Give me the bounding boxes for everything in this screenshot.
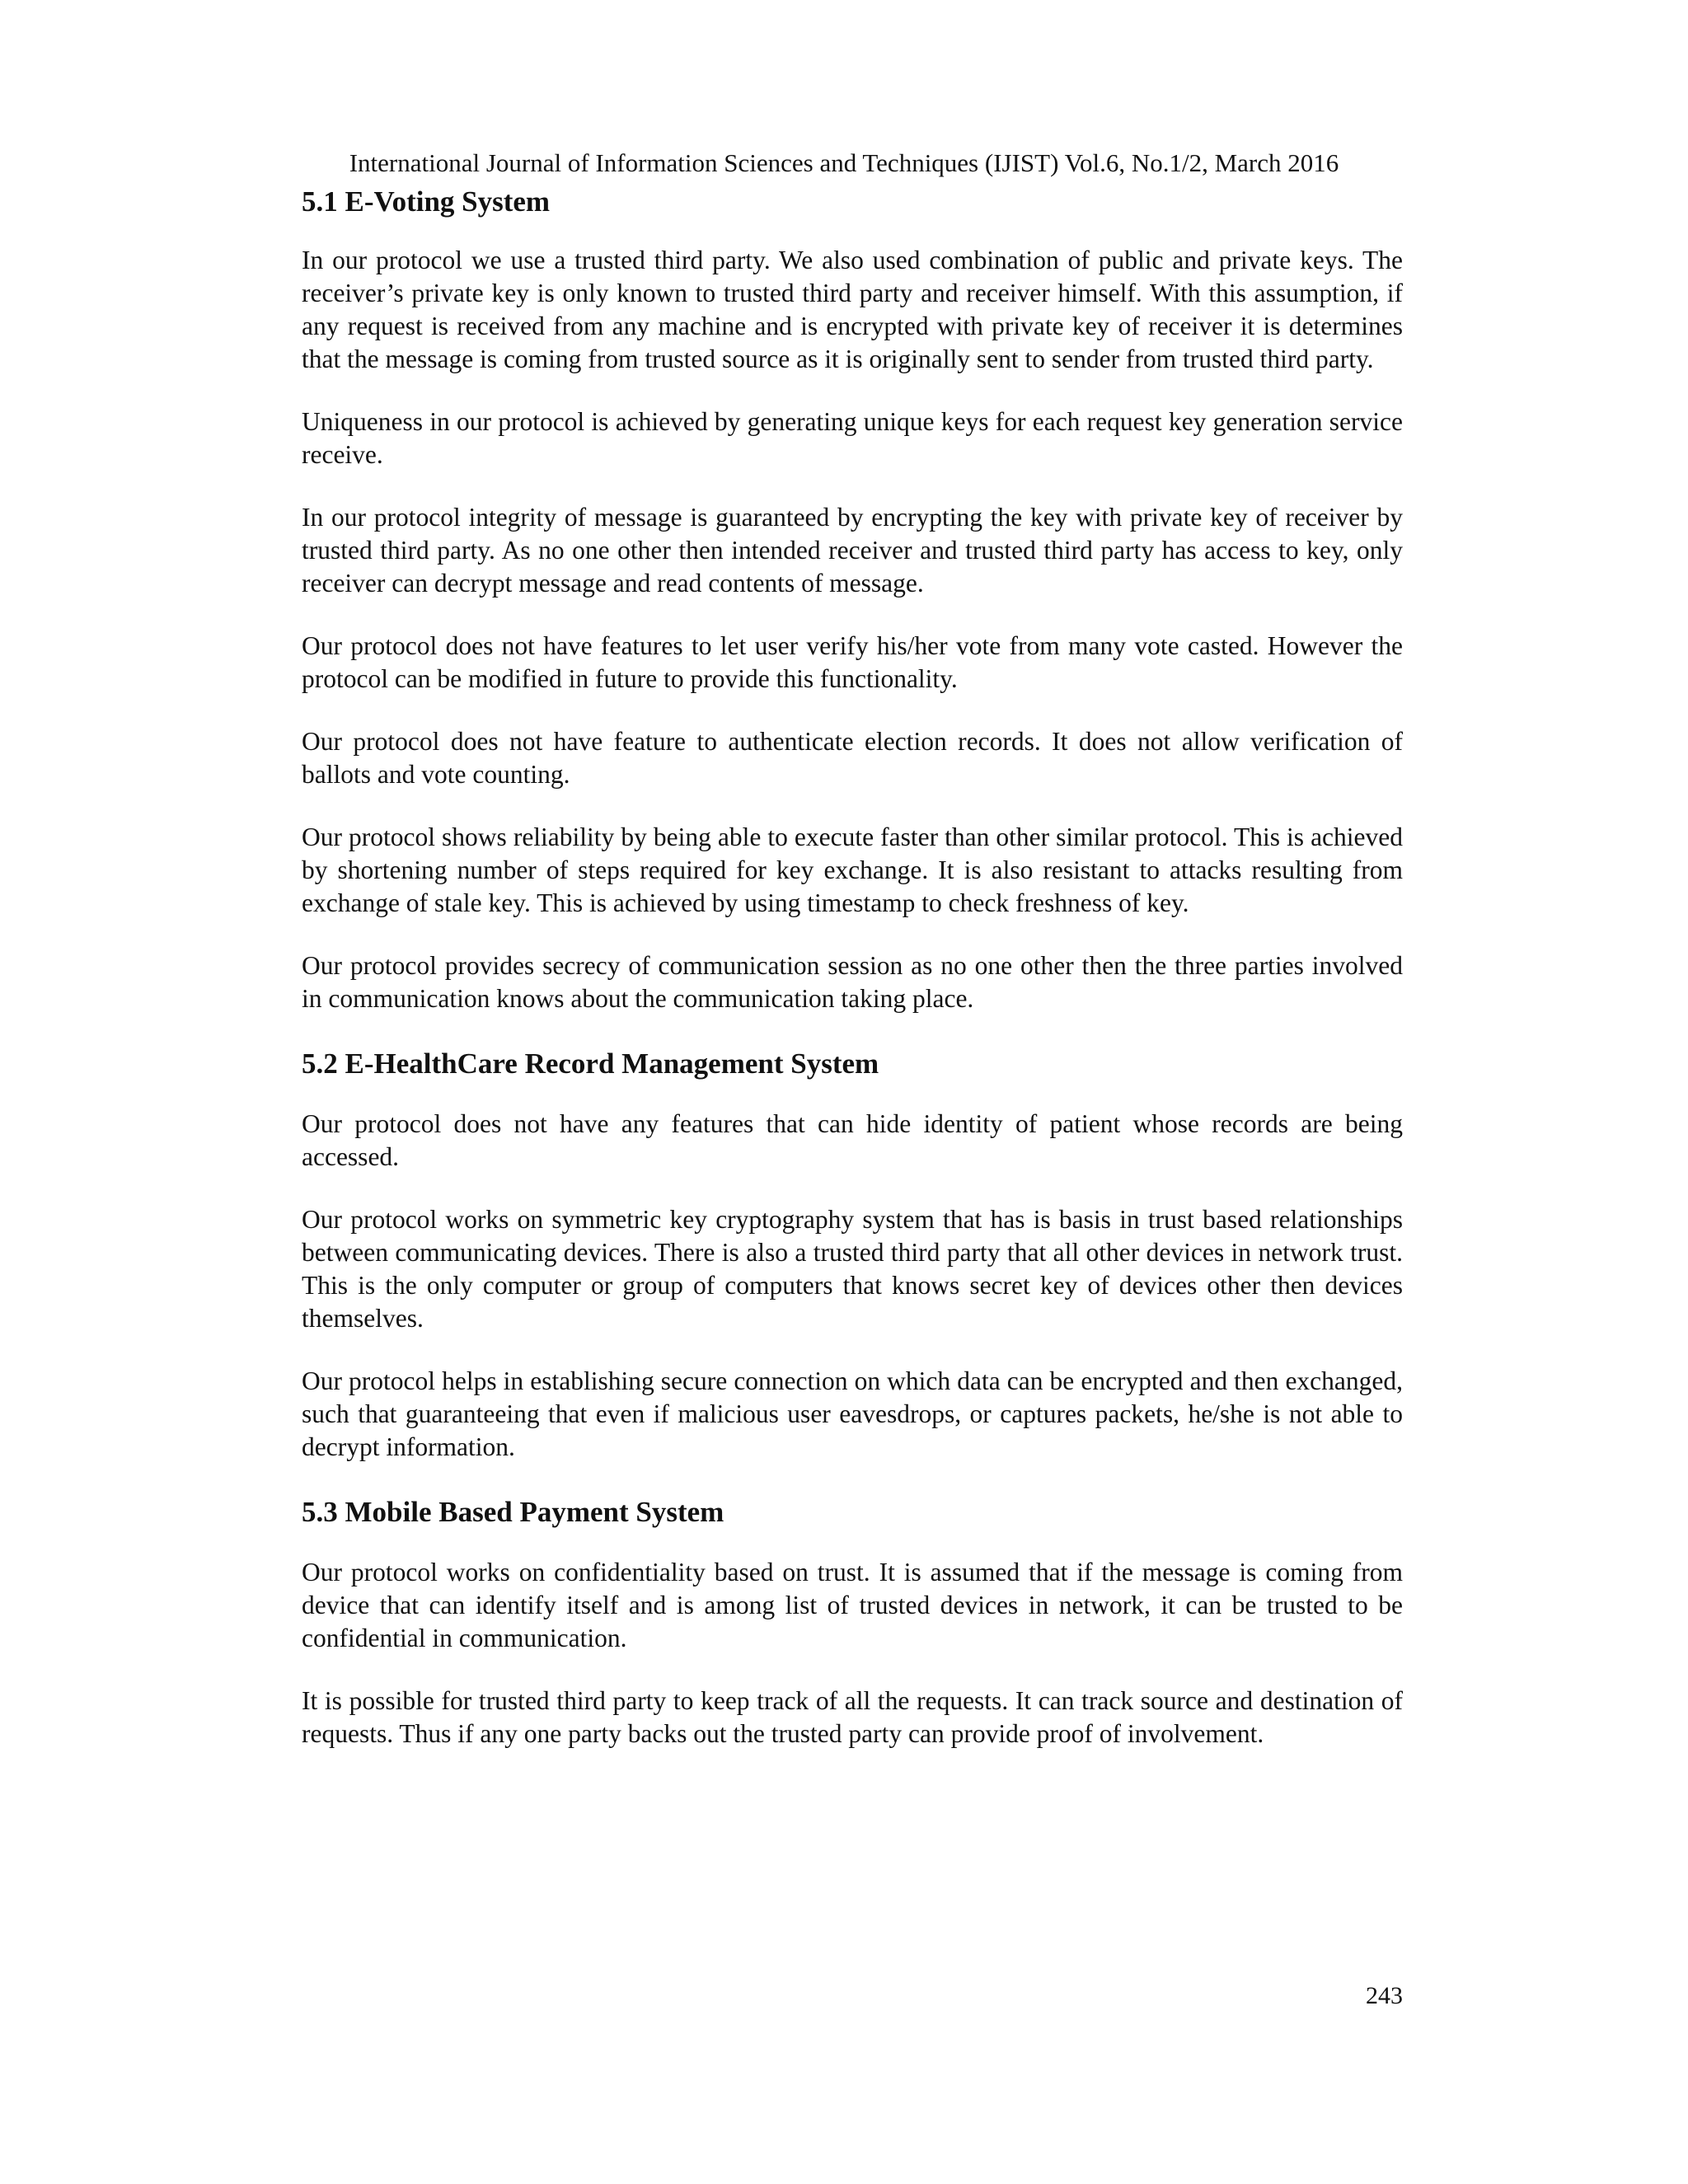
paragraph: Our protocol helps in establishing secure connection on which data can be encrypted and then exchanged, such that guaranteeing that even if malicious user eavesdrops, or captures packets, he/she is not able to decrypt information. bbox=[302, 1366, 1403, 1461]
paragraph: Uniqueness in our protocol is achieved by generating unique keys for each request key generation service receive. bbox=[302, 407, 1403, 469]
paragraph: Our protocol shows reliability by being able to execute faster than other similar protocol. This is achieved by shortening number of steps required for key exchange. It is also resistant to attacks resulting from exchange of stale key. This is achieved by using timestamp to check freshness of key. bbox=[302, 823, 1403, 917]
section-e-healthcare bbox=[302, 1045, 1403, 1464]
paragraph: It is possible for trusted third party to keep track of all the requests. It can track source and destination of requests. Thus if any one party backs out the trusted party can provide proof of involvement. bbox=[302, 1686, 1403, 1748]
paragraph: In our protocol integrity of message is guaranteed by encrypting the key with private key of receiver by trusted third party. As no one other then intended receiver and trusted third party has access to key, only receiver can decrypt message and read contents of message. bbox=[302, 503, 1403, 598]
paragraph: Our protocol does not have feature to authenticate election records. It does not allow verification of ballots and vote counting. bbox=[302, 727, 1403, 789]
paragraph: Our protocol works on symmetric key cryptography system that has is basis in trust based relationships between communicating devices. There is also a trusted third party that all other devices in network trust. This is the only computer or group of computers that knows secret key of devices other then devices themselves. bbox=[302, 1205, 1403, 1333]
section-heading: 5.3 Mobile Based Payment System bbox=[302, 1496, 724, 1528]
page-content bbox=[302, 183, 1403, 1780]
section-heading: 5.2 E-HealthCare Record Management System bbox=[302, 1047, 879, 1080]
section-e-voting bbox=[302, 183, 1403, 1015]
paragraph: Our protocol does not have features to let user verify his/her vote from many vote casted. However the protocol can be modified in future to provide this functionality. bbox=[302, 631, 1403, 693]
paragraph: Our protocol does not have any features that can hide identity of patient whose records are being accessed. bbox=[302, 1109, 1403, 1171]
paragraph: In our protocol we use a trusted third party. We also used combination of public and private keys. The receiver’s private key is only known to trusted third party and receiver himself. With this assumption, if any request is received from any machine and is encrypted with private key of receiver it is determines that the message is coming from trusted source as it is originally sent to sender from trusted third party. bbox=[302, 246, 1403, 373]
page-number: 243 bbox=[1366, 1982, 1403, 2009]
paragraph: Our protocol works on confidentiality based on trust. It is assumed that if the message is coming from device that can identify itself and is among list of trusted devices in network, it can be trusted to be confidential in communication. bbox=[302, 1558, 1403, 1652]
section-heading: 5.1 E-Voting System bbox=[302, 185, 551, 218]
running-header: International Journal of Information Sciences and Techniques (IJIST) Vol.6, No.1/2, March 2016 bbox=[349, 148, 1339, 177]
paragraph: Our protocol provides secrecy of communication session as no one other then the three parties involved in communication knows about the communication taking place. bbox=[302, 951, 1403, 1013]
section-mobile-payment bbox=[302, 1493, 1403, 1750]
